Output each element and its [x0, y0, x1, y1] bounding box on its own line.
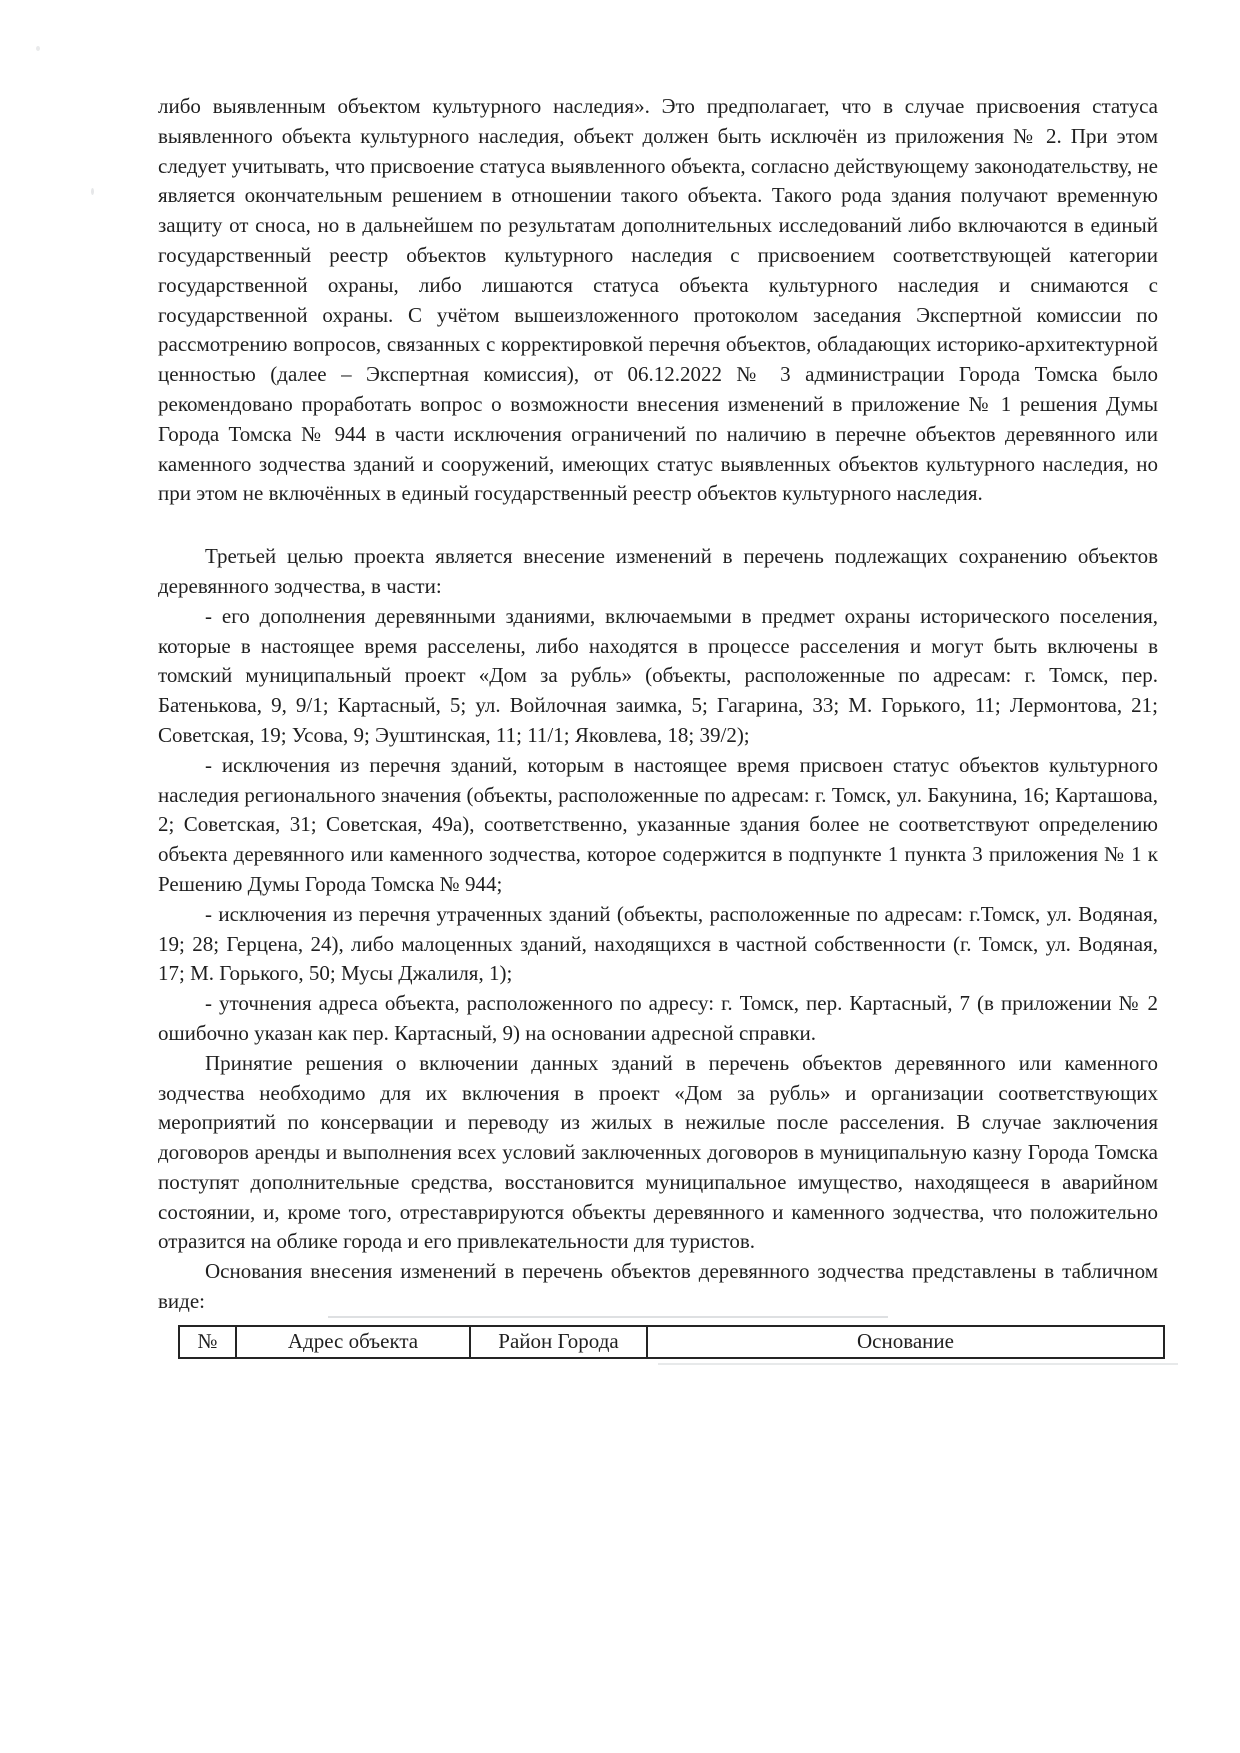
table-header-row — [179, 1326, 1164, 1358]
scan-speckle — [91, 188, 94, 195]
scan-streak — [328, 1316, 888, 1318]
document-text-block — [158, 92, 1158, 1359]
bullet-exclusion-heritage: - исключения из перечня зданий, которым в настоящее время присвоен статус объектов культурного наследия регионального значения (объекты, расположенные по адресам: г. Томск, ул. Бакунина, 16; Карташова, 2; Советская, 31; Советская, 49а), соответственно, указанные здания более не соответствуют определению объекта деревянного или каменного зодчества, которое содержится в подпункте 1 пункта 3 приложения № 1 к Решению Думы Города Томска № 944; — [158, 752, 1158, 896]
paragraph-continuation: либо выявленным объектом культурного наследия». Это предполагает, что в случае присвоения статуса выявленного объекта культурного наследия, объект должен быть исключён из приложения № 2. При этом следует учитывать, что присвоение статуса выявленного объекта, согласно действующему законодательству, не является окончательным решением в отношении такого объекта. Такого рода здания получают временную защиту от сноса, но в дальнейшем по результатам дополнительных исследований либо включаются в единый государственный реестр объектов культурного наследия с присвоением соответствующей категории государственной охраны, либо лишаются статуса объекта культурного наследия и снимаются с государственной охраны. С учётом вышеизложенного протоколом заседания Экспертной комиссии по рассмотрению вопросов, связанных с корректировкой перечня объектов, обладающих историко-архитектурной ценностью (далее – Экспертная комиссия), от 06.12.2022 № 3 администрации Города Томска было рекомендовано проработать вопрос о возможности внесения изменений в приложение № 1 решения Думы Города Томска № 944 в части исключения ограничений по наличию в перечне объектов деревянного или каменного зодчества зданий и сооружений, имеющих статус выявленных объектов культурного наследия, но при этом не включённых в единый государственный реестр объектов культурного наследия. — [158, 94, 1158, 506]
col-header-number: № — [179, 1326, 236, 1358]
bullet-address-correction: - уточнения адреса объекта, расположенного по адресу: г. Томск, пер. Картасный, 7 (в приложении № 2 ошибочно указан как пер. Картасный, 9) на основании адресной справки. — [158, 991, 1158, 1045]
col-header-grounds: Основание — [647, 1326, 1164, 1358]
col-header-object-address: Адрес объекта — [236, 1326, 470, 1358]
scan-streak — [658, 1363, 1178, 1365]
bullet-exclusion-lost: - исключения из перечня утраченных зданий (объекты, расположенные по адресам: г.Томск, ул. Водяная, 19; 28; Герцена, 24), либо малоценных зданий, находящихся в частной собственности (г. Томск, ул. Водяная, 17; М. Горького, 50; Мусы Джалиля, 1); — [158, 901, 1158, 986]
col-header-city-district: Район Города — [470, 1326, 647, 1358]
paragraph-table-intro: Основания внесения изменений в перечень объектов деревянного зодчества представлены в табличном виде: — [158, 1259, 1158, 1314]
bullet-additions: - его дополнения деревянными зданиями, включаемыми в предмет охраны исторического поселения, которые в настоящее время расселены, либо находятся в процессе расселения и могут быть включены в томский муниципальный проект «Дом за рубль» (объекты, расположенные по адресам: г. Томск, пер. Батенькова, 9, 9/1; Картасный, 5; ул. Войлочная заимка, 5; Гагарина, 33; М. Горького, 11; Лермонтова, 21; Советская, 19; Усова, 9; Эуштинская, 11; 11/1; Яковлева, 18; 39/2); — [158, 603, 1158, 747]
scan-speckle — [36, 46, 40, 51]
grounds-table-wrapper — [158, 1325, 1158, 1359]
grounds-table — [178, 1325, 1165, 1359]
paragraph-third-goal: Третьей целью проекта является внесение изменений в перечень подлежащих сохранению объектов деревянного зодчества, в части: — [158, 544, 1158, 598]
paragraph-decision-rationale: Принятие решения о включении данных зданий в перечень объектов деревянного или каменного зодчества необходимо для их включения в проект «Дом за рубль» и организации соответствующих мероприятий по консервации и переводу из жилых в нежилые после расселения. В случае заключения договоров аренды и выполнения всех условий заключенных договоров в муниципальную казну Города Томска поступят дополнительные средства, восстановится муниципальное имущество, находящееся в аварийном состоянии, и, кроме того, отреставрируются объекты деревянного и каменного зодчества, что положительно отразится на облике города и его привлекательности для туристов. — [158, 1050, 1158, 1254]
